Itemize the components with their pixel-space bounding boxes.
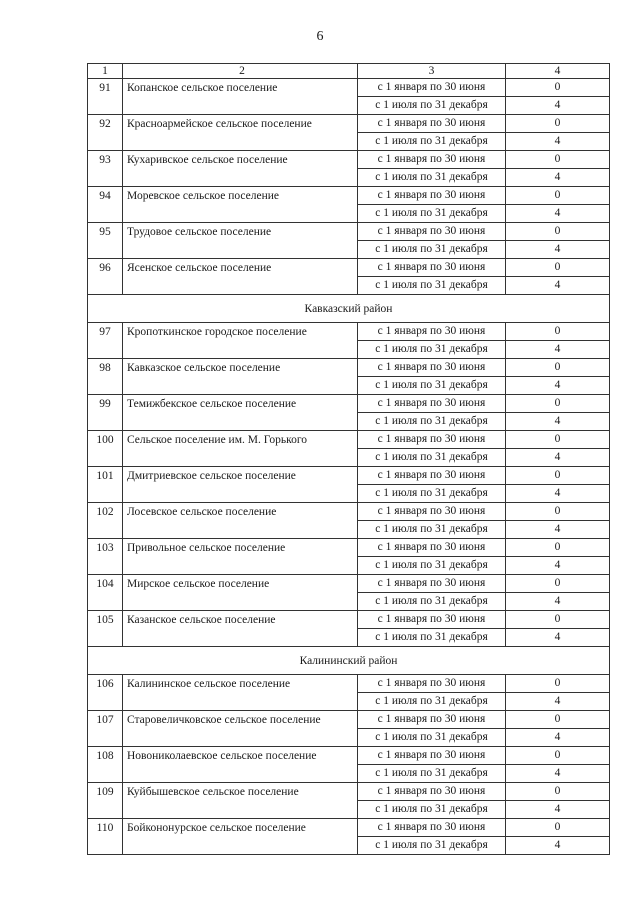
- region-name: Калининский район: [88, 647, 610, 675]
- row-number: 105: [88, 611, 123, 647]
- period-cell: с 1 июля по 31 декабря: [358, 205, 506, 223]
- period-cell: с 1 июля по 31 декабря: [358, 837, 506, 855]
- value-cell: 4: [506, 837, 610, 855]
- period-cell: с 1 июля по 31 декабря: [358, 485, 506, 503]
- period-cell: с 1 января по 30 июня: [358, 783, 506, 801]
- value-cell: 0: [506, 539, 610, 557]
- period-cell: с 1 января по 30 июня: [358, 747, 506, 765]
- period-cell: с 1 июля по 31 декабря: [358, 97, 506, 115]
- period-cell: с 1 июля по 31 декабря: [358, 557, 506, 575]
- period-cell: с 1 января по 30 июня: [358, 323, 506, 341]
- row-number: 97: [88, 323, 123, 359]
- table-row: [88, 259, 610, 277]
- table-row: [88, 187, 610, 205]
- period-cell: с 1 января по 30 июня: [358, 819, 506, 837]
- value-cell: 4: [506, 449, 610, 467]
- value-cell: 4: [506, 277, 610, 295]
- value-cell: 4: [506, 629, 610, 647]
- settlement-name: Моревское сельское поселение: [123, 187, 358, 223]
- column-header-3: 3: [358, 64, 506, 79]
- period-cell: с 1 января по 30 июня: [358, 467, 506, 485]
- row-number: 102: [88, 503, 123, 539]
- row-number: 98: [88, 359, 123, 395]
- table-row: [88, 323, 610, 341]
- value-cell: 4: [506, 801, 610, 819]
- table-row: [88, 79, 610, 97]
- value-cell: 4: [506, 377, 610, 395]
- row-number: 100: [88, 431, 123, 467]
- table-header-row: [88, 64, 610, 79]
- value-cell: 4: [506, 593, 610, 611]
- settlement-name: Кропоткинское городское поселение: [123, 323, 358, 359]
- settlement-name: Ясенское сельское поселение: [123, 259, 358, 295]
- settlement-name: Копанское сельское поселение: [123, 79, 358, 115]
- period-cell: с 1 января по 30 июня: [358, 79, 506, 97]
- table-row: [88, 575, 610, 593]
- value-cell: 0: [506, 503, 610, 521]
- row-number: 92: [88, 115, 123, 151]
- table-row: [88, 223, 610, 241]
- value-cell: 4: [506, 729, 610, 747]
- period-cell: с 1 июля по 31 декабря: [358, 801, 506, 819]
- row-number: 94: [88, 187, 123, 223]
- settlement-name: Дмитриевское сельское поселение: [123, 467, 358, 503]
- period-cell: с 1 июля по 31 декабря: [358, 765, 506, 783]
- region-header-row: [88, 295, 610, 323]
- table-row: [88, 611, 610, 629]
- settlement-name: Новониколаевское сельское поселение: [123, 747, 358, 783]
- row-number: 110: [88, 819, 123, 855]
- table-row: [88, 539, 610, 557]
- value-cell: 4: [506, 413, 610, 431]
- period-cell: с 1 июля по 31 декабря: [358, 693, 506, 711]
- value-cell: 4: [506, 341, 610, 359]
- value-cell: 0: [506, 395, 610, 413]
- value-cell: 4: [506, 241, 610, 259]
- row-number: 91: [88, 79, 123, 115]
- settlement-name: Сельское поселение им. М. Горького: [123, 431, 358, 467]
- period-cell: с 1 июля по 31 декабря: [358, 341, 506, 359]
- value-cell: 0: [506, 259, 610, 277]
- settlement-name: Привольное сельское поселение: [123, 539, 358, 575]
- value-cell: 0: [506, 359, 610, 377]
- period-cell: с 1 июля по 31 декабря: [358, 521, 506, 539]
- value-cell: 4: [506, 693, 610, 711]
- row-number: 101: [88, 467, 123, 503]
- value-cell: 4: [506, 521, 610, 539]
- table-row: [88, 151, 610, 169]
- value-cell: 0: [506, 431, 610, 449]
- value-cell: 0: [506, 575, 610, 593]
- table-row: [88, 431, 610, 449]
- period-cell: с 1 января по 30 июня: [358, 187, 506, 205]
- row-number: 96: [88, 259, 123, 295]
- column-header-1: 1: [88, 64, 123, 79]
- value-cell: 4: [506, 205, 610, 223]
- period-cell: с 1 января по 30 июня: [358, 503, 506, 521]
- row-number: 108: [88, 747, 123, 783]
- settlement-name: Кухаривское сельское поселение: [123, 151, 358, 187]
- table-row: [88, 359, 610, 377]
- value-cell: 0: [506, 323, 610, 341]
- table-row: [88, 395, 610, 413]
- period-cell: с 1 января по 30 июня: [358, 151, 506, 169]
- period-cell: с 1 июля по 31 декабря: [358, 277, 506, 295]
- period-cell: с 1 июля по 31 декабря: [358, 413, 506, 431]
- region-name: Кавказский район: [88, 295, 610, 323]
- settlement-name: Мирское сельское поселение: [123, 575, 358, 611]
- value-cell: 0: [506, 675, 610, 693]
- settlement-name: Кавказское сельское поселение: [123, 359, 358, 395]
- table-row: [88, 747, 610, 765]
- period-cell: с 1 января по 30 июня: [358, 431, 506, 449]
- column-header-4: 4: [506, 64, 610, 79]
- value-cell: 0: [506, 819, 610, 837]
- row-number: 109: [88, 783, 123, 819]
- table-row: [88, 115, 610, 133]
- settlement-name: Казанское сельское поселение: [123, 611, 358, 647]
- column-header-2: 2: [123, 64, 358, 79]
- table-row: [88, 819, 610, 837]
- period-cell: с 1 июля по 31 декабря: [358, 169, 506, 187]
- settlement-name: Старовеличковское сельское поселение: [123, 711, 358, 747]
- period-cell: с 1 июля по 31 декабря: [358, 629, 506, 647]
- table-row: [88, 467, 610, 485]
- period-cell: с 1 января по 30 июня: [358, 539, 506, 557]
- value-cell: 4: [506, 765, 610, 783]
- period-cell: с 1 июля по 31 декабря: [358, 377, 506, 395]
- value-cell: 4: [506, 169, 610, 187]
- value-cell: 4: [506, 97, 610, 115]
- value-cell: 4: [506, 485, 610, 503]
- value-cell: 0: [506, 115, 610, 133]
- value-cell: 4: [506, 557, 610, 575]
- page-number: 6: [316, 29, 324, 44]
- period-cell: с 1 июля по 31 декабря: [358, 133, 506, 151]
- period-cell: с 1 января по 30 июня: [358, 711, 506, 729]
- value-cell: 0: [506, 467, 610, 485]
- period-cell: с 1 июля по 31 декабря: [358, 729, 506, 747]
- period-cell: с 1 января по 30 июня: [358, 359, 506, 377]
- period-cell: с 1 июля по 31 декабря: [358, 593, 506, 611]
- value-cell: 0: [506, 151, 610, 169]
- settlement-name: Куйбышевское сельское поселение: [123, 783, 358, 819]
- settlements-table: [87, 63, 610, 855]
- settlement-name: Трудовое сельское поселение: [123, 223, 358, 259]
- settlement-name: Лосевское сельское поселение: [123, 503, 358, 539]
- region-header-row: [88, 647, 610, 675]
- value-cell: 0: [506, 611, 610, 629]
- settlement-name: Красноармейское сельское поселение: [123, 115, 358, 151]
- row-number: 93: [88, 151, 123, 187]
- period-cell: с 1 января по 30 июня: [358, 223, 506, 241]
- row-number: 104: [88, 575, 123, 611]
- table-row: [88, 675, 610, 693]
- value-cell: 0: [506, 783, 610, 801]
- value-cell: 0: [506, 747, 610, 765]
- table-row: [88, 783, 610, 801]
- period-cell: с 1 января по 30 июня: [358, 115, 506, 133]
- period-cell: с 1 июля по 31 декабря: [358, 241, 506, 259]
- period-cell: с 1 января по 30 июня: [358, 395, 506, 413]
- period-cell: с 1 января по 30 июня: [358, 575, 506, 593]
- row-number: 103: [88, 539, 123, 575]
- table-body: [88, 64, 610, 855]
- period-cell: с 1 июля по 31 декабря: [358, 449, 506, 467]
- table-row: [88, 711, 610, 729]
- settlement-name: Бойкононурское сельское поселение: [123, 819, 358, 855]
- row-number: 106: [88, 675, 123, 711]
- value-cell: 0: [506, 187, 610, 205]
- period-cell: с 1 января по 30 июня: [358, 259, 506, 277]
- period-cell: с 1 января по 30 июня: [358, 675, 506, 693]
- period-cell: с 1 января по 30 июня: [358, 611, 506, 629]
- settlement-name: Калининское сельское поселение: [123, 675, 358, 711]
- row-number: 99: [88, 395, 123, 431]
- table-row: [88, 503, 610, 521]
- row-number: 107: [88, 711, 123, 747]
- settlement-name: Темижбекское сельское поселение: [123, 395, 358, 431]
- value-cell: 4: [506, 133, 610, 151]
- value-cell: 0: [506, 223, 610, 241]
- value-cell: 0: [506, 711, 610, 729]
- row-number: 95: [88, 223, 123, 259]
- value-cell: 0: [506, 79, 610, 97]
